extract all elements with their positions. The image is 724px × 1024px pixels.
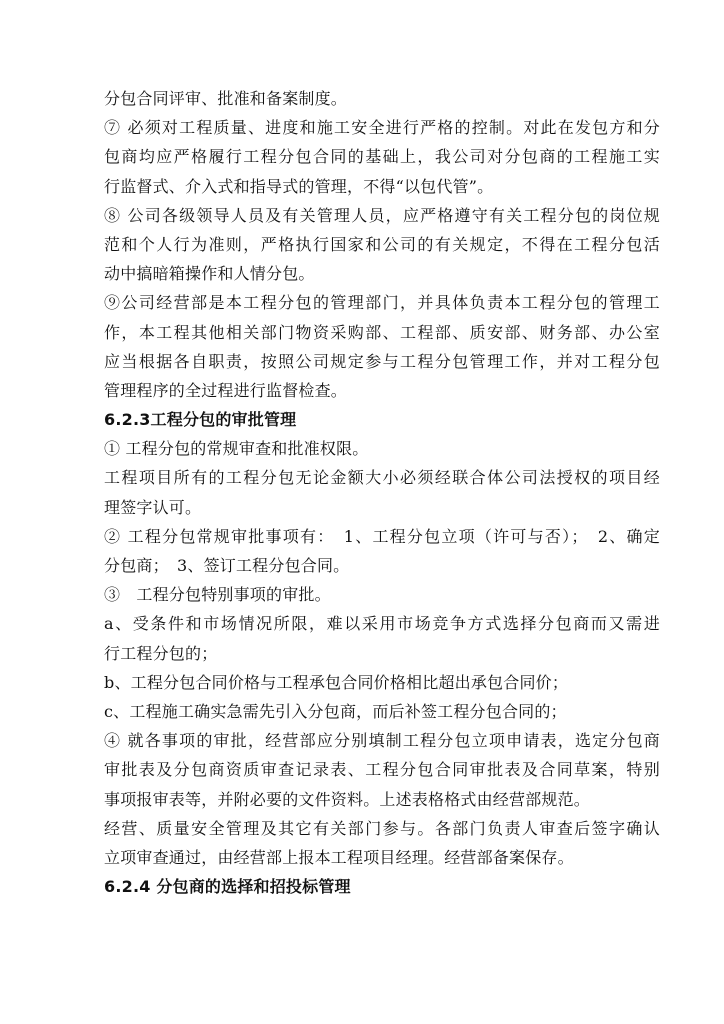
paragraph-line: c、工程施工确实急需先引入分包商，而后补签工程分包合同的； [104,701,567,721]
paragraph-line: 动中搞暗箱操作和人情分包。 [104,264,315,284]
paragraph-line: 行工程分包的； [104,643,218,663]
paragraph-line: ③ 工程分包特别事项的审批。 [104,585,331,605]
paragraph-line: ⑧ 公司各级领导人员及有关管理人员，应严格遵守有关工程分包的岗位规 [104,205,660,225]
section-heading-6-2-3: 6.2.3工程分包的审批管理 [104,410,297,430]
paragraph-line: 立项审查通过，由经营部上报本工程项目经理。经营部备案保存。 [104,847,574,867]
paragraph-line: b、工程分包合同价格与工程承包合同价格相比超出承包合同价； [104,672,569,692]
paragraph-line: ④ 就各事项的审批，经营部应分别填制工程分包立项申请表，选定分包商 [104,731,660,751]
paragraph-line: 工程项目所有的工程分包无论金额大小必须经联合体公司法授权的项目经 [104,468,660,488]
paragraph-line: a、受条件和市场情况所限，难以采用市场竞争方式选择分包商而又需进 [104,614,660,634]
paragraph-line: 经营、质量安全管理及其它有关部门参与。各部门负责人审查后签字确认 [104,818,660,838]
paragraph-line: 分包合同评审、批准和备案制度。 [104,89,348,108]
paragraph-line: 审批表及分包商资质审查记录表、工程分包合同审批表及合同草案，特别 [104,760,660,780]
paragraph-line: ⑨公司经营部是本工程分包的管理部门，并具体负责本工程分包的管理工 [104,293,660,313]
paragraph-line: 行监督式、介入式和指导式的管理，不得“以包代管”。 [104,176,494,196]
paragraph-line: 事项报审表等，并附必要的文件资料。上述表格格式由经营部规范。 [104,789,591,809]
paragraph-line: 包商均应严格履行工程分包合同的基础上，我公司对分包商的工程施工实 [104,147,660,167]
paragraph-line: 范和个人行为准则，严格执行国家和公司的有关规定，不得在工程分包活 [104,234,660,254]
paragraph-line: 分包商； 3、签订工程分包合同。 [104,556,350,575]
paragraph-line: 管理程序的全过程进行监督检查。 [104,380,348,400]
paragraph-line: ① 工程分包的常规审查和批准权限。 [104,439,369,459]
paragraph-line: ⑦ 必须对工程质量、进度和施工安全进行严格的控制。对此在发包方和分 [104,118,660,138]
document-page [104,84,660,901]
paragraph-line: 作，本工程其他相关部门物资采购部、工程部、质安部、财务部、办公室 [104,322,660,342]
section-heading-6-2-4: 6.2.4 分包商的选择和招投标管理 [104,877,351,897]
paragraph-line: ② 工程分包常规审批事项有： 1、工程分包立项（许可与否）； 2、确定 [104,526,660,546]
paragraph-line: 应当根据各自职责，按照公司规定参与工程分包管理工作，并对工程分包 [104,351,660,371]
paragraph-line: 理签字认可。 [104,497,202,517]
